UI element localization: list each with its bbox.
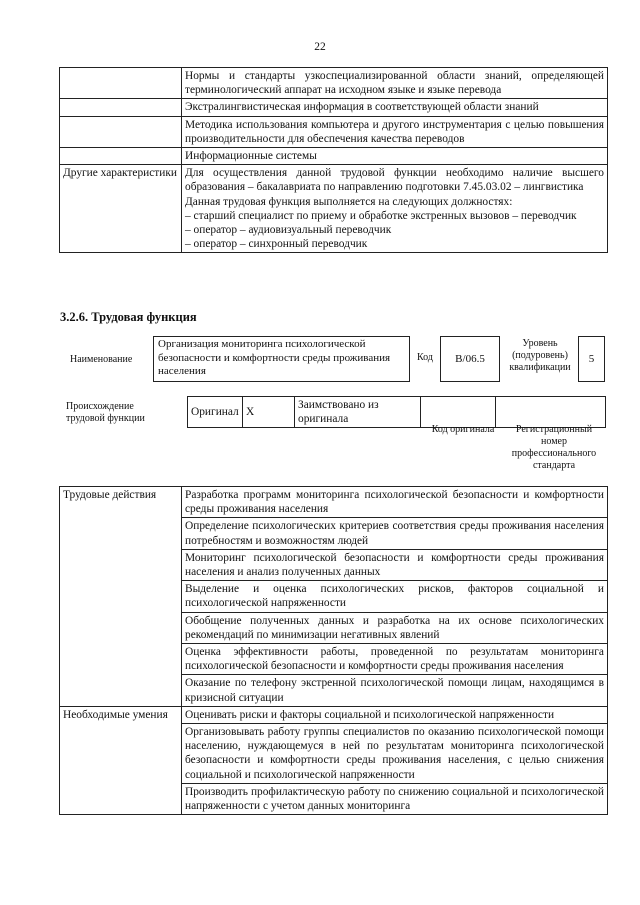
code-value: B/06.5	[455, 353, 485, 365]
position-item: – оператор – аудиовизуальный переводчик	[185, 224, 392, 237]
page-number: 22	[314, 41, 326, 53]
top-table-empty-cell	[60, 116, 182, 147]
required-skill: Организовывать работу группы специалистов по оказанию психологической помощи населению, нуждающемуся в ней по результатам мониторинга психологической безопасности и комфортности среды проживания населения, с целью снижения социальной и психологической напряженности	[182, 724, 608, 784]
bottom-table	[59, 486, 608, 815]
code-label: Код	[417, 352, 433, 363]
section-title: 3.2.6. Трудовая функция	[60, 310, 197, 324]
education-requirement: Для осуществления данной трудовой функции необходимо наличие высшего образования – бакалавриата по направлению подготовки 7.45.03.02 – лингвистика	[185, 167, 604, 194]
code-box	[440, 336, 500, 382]
top-table-empty-cell	[60, 148, 182, 165]
original-label: Оригинал	[188, 397, 243, 428]
labor-action: Выделение и оценка психологических рисков, факторов социальной и психологической напряженности	[182, 581, 608, 612]
code-original-label: Код оригинала	[431, 424, 495, 435]
required-skill: Производить профилактическую работу по снижению социальной и психологической напряженности с учетом данных мониторинга	[182, 783, 608, 814]
labor-action: Оценка эффективности работы, проведенной по результатам мониторинга психологической безопасности и комфортности среды проживания населения	[182, 644, 608, 675]
labor-action: Обобщение полученных данных и разработка на их основе психологических рекомендаций по минимизации негативных явлений	[182, 612, 608, 643]
top-table	[59, 67, 608, 253]
labor-actions-label: Трудовые действия	[60, 487, 182, 707]
position-item: – оператор – синхронный переводчик	[185, 238, 368, 251]
other-characteristics-label: Другие характеристики	[60, 165, 182, 253]
reg-number-label: Регистрационный номер профессионального стандарта	[511, 424, 597, 471]
origin-label: Происхождение трудовой функции	[66, 401, 145, 424]
labor-action: Оказание по телефону экстренной психологической помощи лицам, находящимся в кризисной ситуации	[182, 675, 608, 706]
other-characteristics-content	[182, 165, 608, 253]
function-name: Организация мониторинга психологической безопасности и комфортности среды проживания населения	[158, 338, 391, 377]
knowledge-item: Экстралингвистическая информация в соответствующей области знаний	[182, 99, 608, 116]
borrowed-label: Заимствовано из оригинала	[295, 397, 421, 428]
labor-action: Определение психологических критериев соответствия среды проживания населения потребностям и возможностям людей	[182, 518, 608, 549]
top-table-empty-cell	[60, 68, 182, 99]
knowledge-item: Информационные системы	[182, 148, 608, 165]
positions-intro: Данная трудовая функция выполняется на следующих должностях:	[185, 195, 513, 208]
top-table-empty-cell	[60, 99, 182, 116]
level-value: 5	[588, 353, 595, 365]
function-name-box	[153, 336, 410, 382]
original-mark: X	[243, 397, 295, 428]
knowledge-item: Методика использования компьютера и другого инструментария с целью повышения производительности для обеспечения качества переводов	[182, 116, 608, 147]
position-item: – старший специалист по приему и обработке экстренных вызовов – переводчик	[185, 209, 577, 222]
level-box	[578, 336, 605, 382]
labor-action: Разработка программ мониторинга психологической безопасности и комфортности среды проживания населения	[182, 487, 608, 518]
required-skills-label: Необходимые умения	[60, 706, 182, 814]
required-skill: Оценивать риски и факторы социальной и психологической напряженности	[182, 706, 608, 723]
knowledge-item: Нормы и стандарты узкоспециализированной области знаний, определяющей терминологический аппарат на исходном языке и языке перевода	[182, 68, 608, 99]
level-label: Уровень (подуровень) квалификации	[509, 338, 571, 373]
name-label: Наименование	[70, 354, 133, 365]
labor-action: Мониторинг психологической безопасности и комфортности среды проживания населения и анализ полученных данных	[182, 549, 608, 580]
